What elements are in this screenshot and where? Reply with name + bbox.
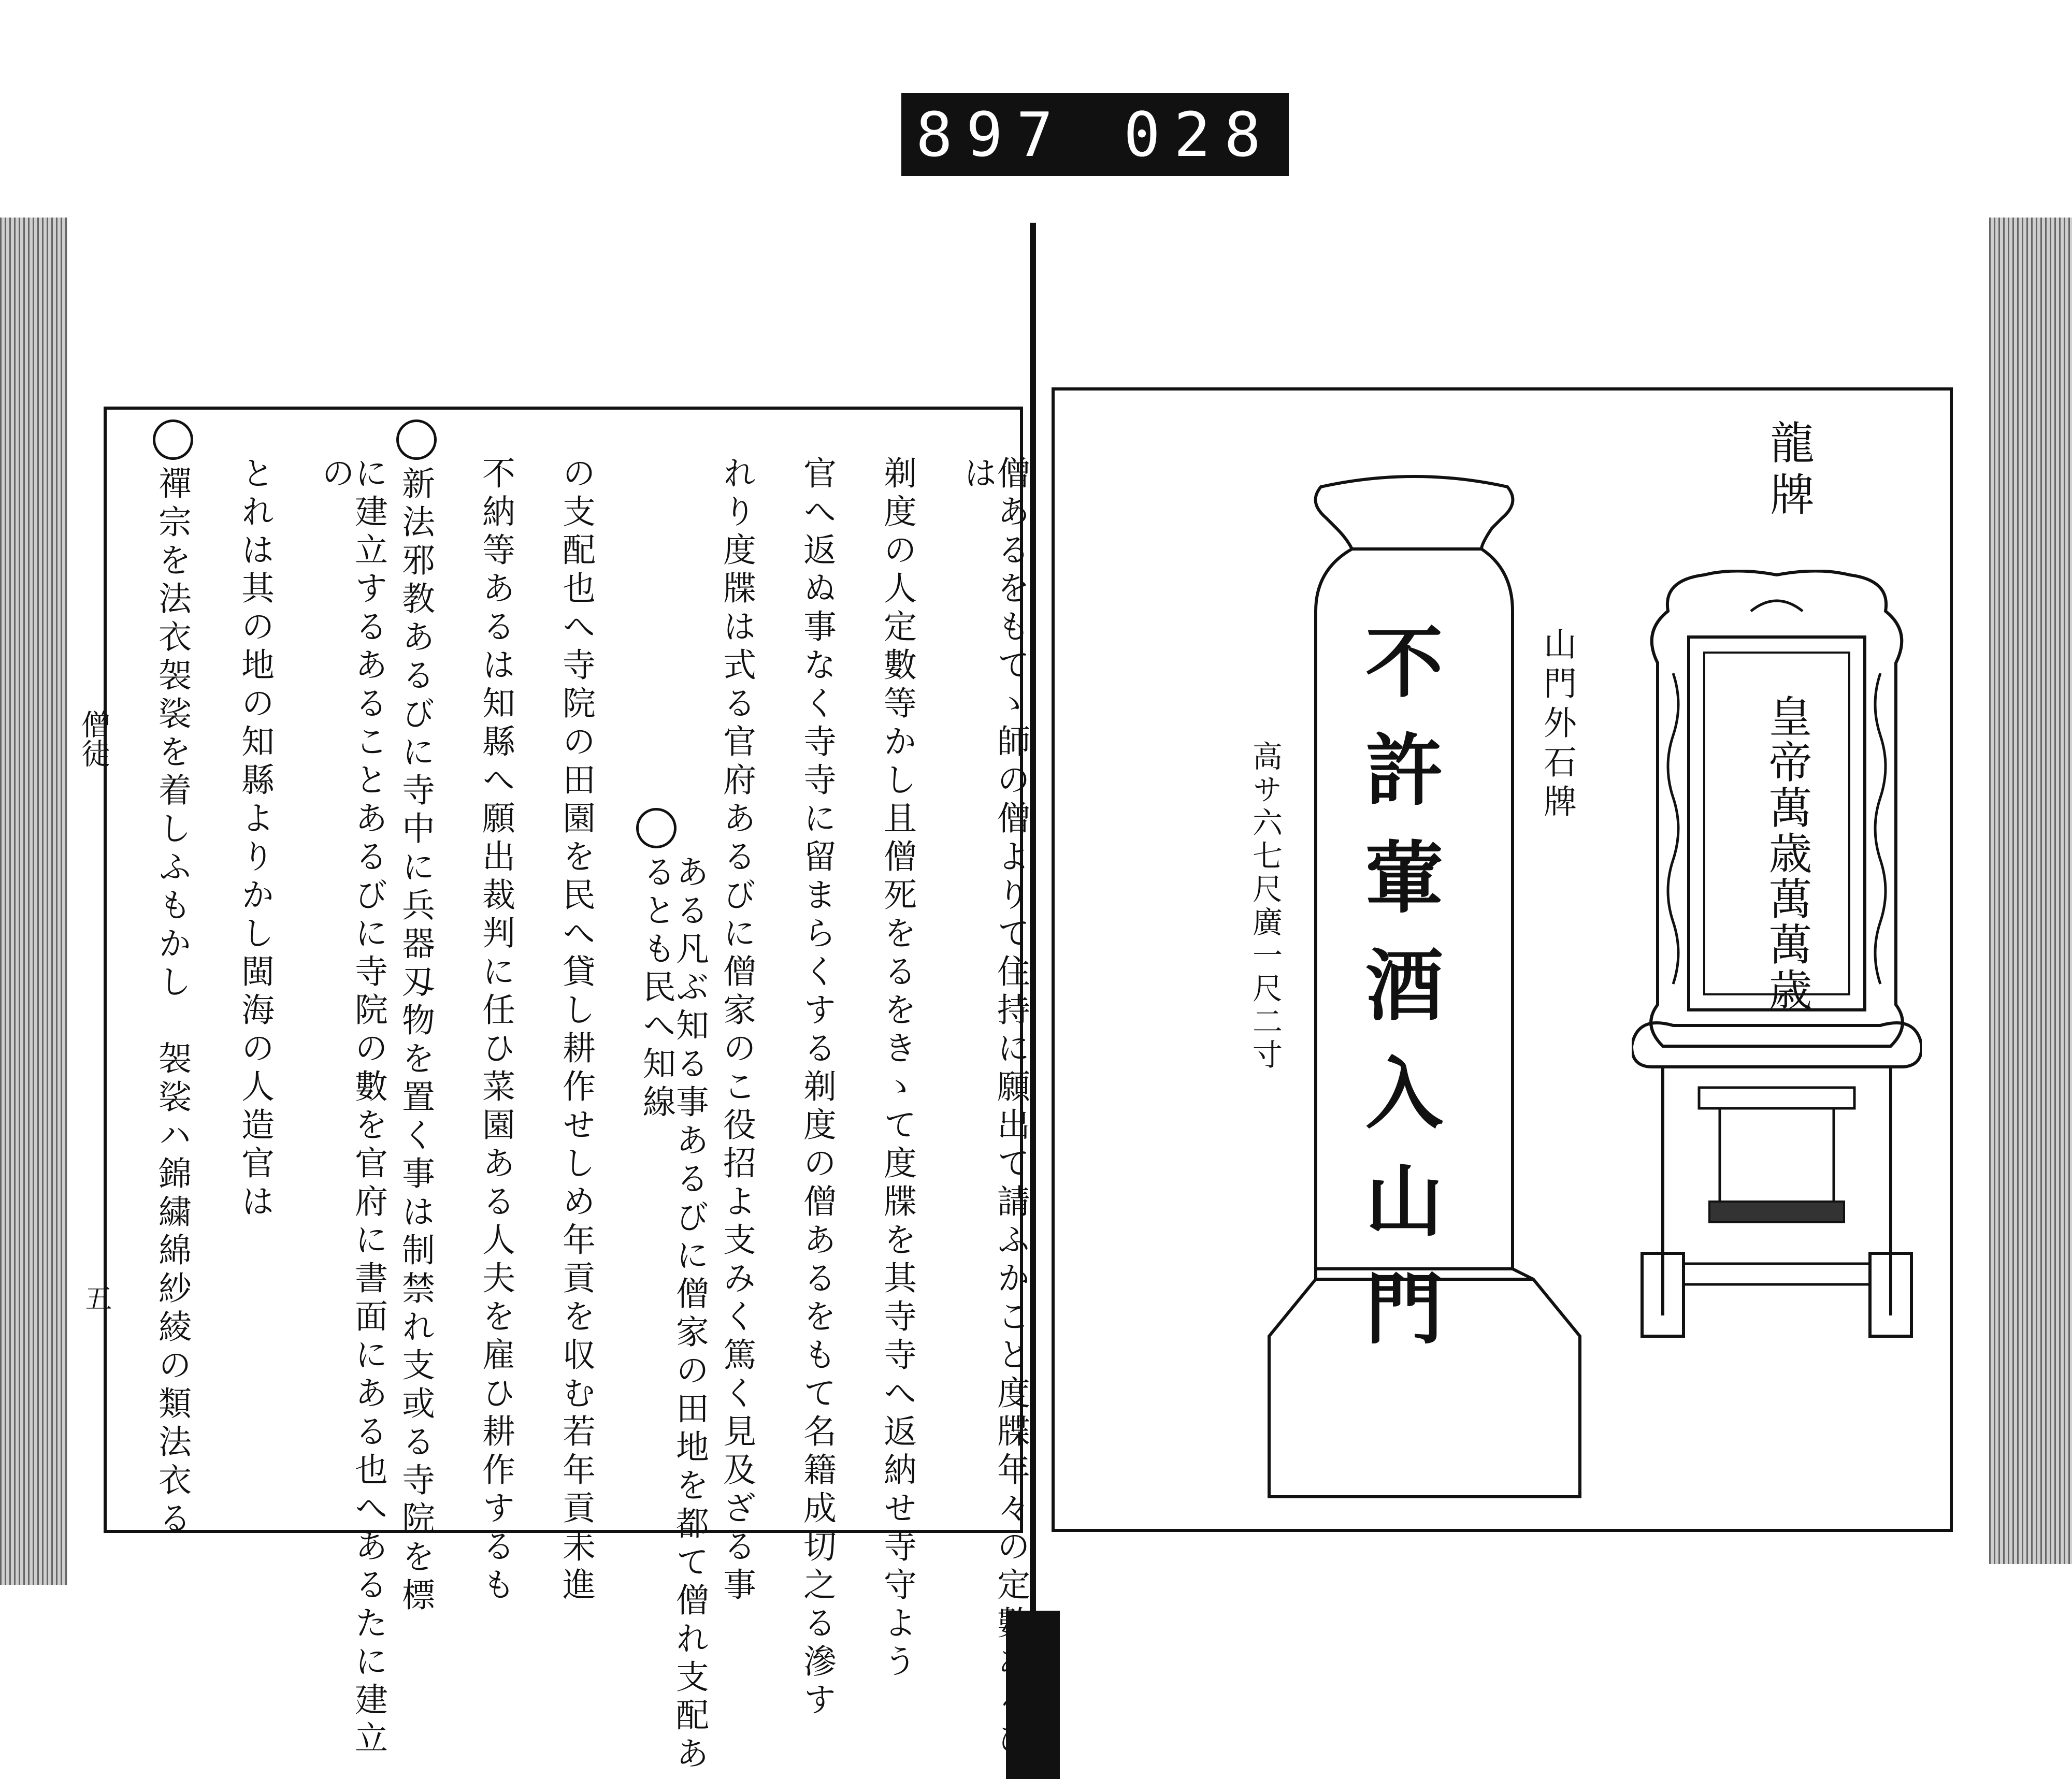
section-circle-mark	[636, 808, 677, 848]
text-column: ある凡ぶ知る事あるびに僧家の田地を都て僧れ支配あるとも民へ知線	[637, 855, 709, 1774]
text-column: とれは其の地の知縣よりかし閩海の人造官は	[236, 456, 274, 1222]
right-page-edge	[1989, 218, 2072, 1564]
text-column: 不納等あるは知縣へ願出裁判に任ひ菜園ある人夫を雇ひ耕作するも	[477, 456, 515, 1606]
film-number-right: 028	[1124, 99, 1275, 170]
film-number-left: 897	[915, 99, 1067, 170]
stone-dimensions: 高サ六七尺廣一尺二寸	[1247, 741, 1283, 1072]
text-column: 剃度の人定數等かし且僧死をるをきゝて度牒を其寺寺へ返納せ寺守よう	[878, 456, 916, 1682]
page-number: 五	[80, 1284, 111, 1311]
left-page-edge	[0, 218, 67, 1585]
section-circle-mark	[396, 420, 437, 460]
text-column: 僧あるをもてゝ師の僧よりて住持に願出て請ふかこと度牒年々の定數あるびは	[958, 456, 1030, 1759]
dragon-tablet-inscription: 皇帝萬歳萬萬歳	[1762, 694, 1812, 1013]
text-column: 新法邪教あるびに寺中に兵器刄物を置く事は制禁れ支或る寺院を標	[396, 466, 435, 1616]
text-column: 官へ返ぬ事なく寺寺に留まらくする剃度の僧あるをもて名籍成切之る滲す	[798, 456, 836, 1720]
text-column: に建立するあることあるびに寺院の數を官府に書面にある也へあるたに建立の	[316, 456, 387, 1759]
film-frame-label	[901, 93, 1289, 176]
page-margin-title: 僧徒	[77, 710, 110, 768]
text-column: 禪宗を法衣袈裟を着しふもかし 袈裟ハ錦繍綿紗綾の類法衣る	[153, 466, 191, 1539]
dragon-tablet-caption: 龍牌	[1762, 420, 1814, 523]
section-circle-mark	[153, 420, 193, 460]
gate-stone-caption: 山門外石牌	[1538, 627, 1576, 823]
book-spine	[1030, 223, 1036, 1735]
text-column: の支配也へ寺院の田園を民へ貸し耕作せしめ年貢を収む若年貢未進	[557, 456, 595, 1606]
text-column: れり度牒は式る官府あるびに僧家のこ役招よ支みく篤く見及ざる事	[717, 456, 756, 1606]
stone-inscription: 不許葷酒入山門	[1352, 621, 1443, 1376]
